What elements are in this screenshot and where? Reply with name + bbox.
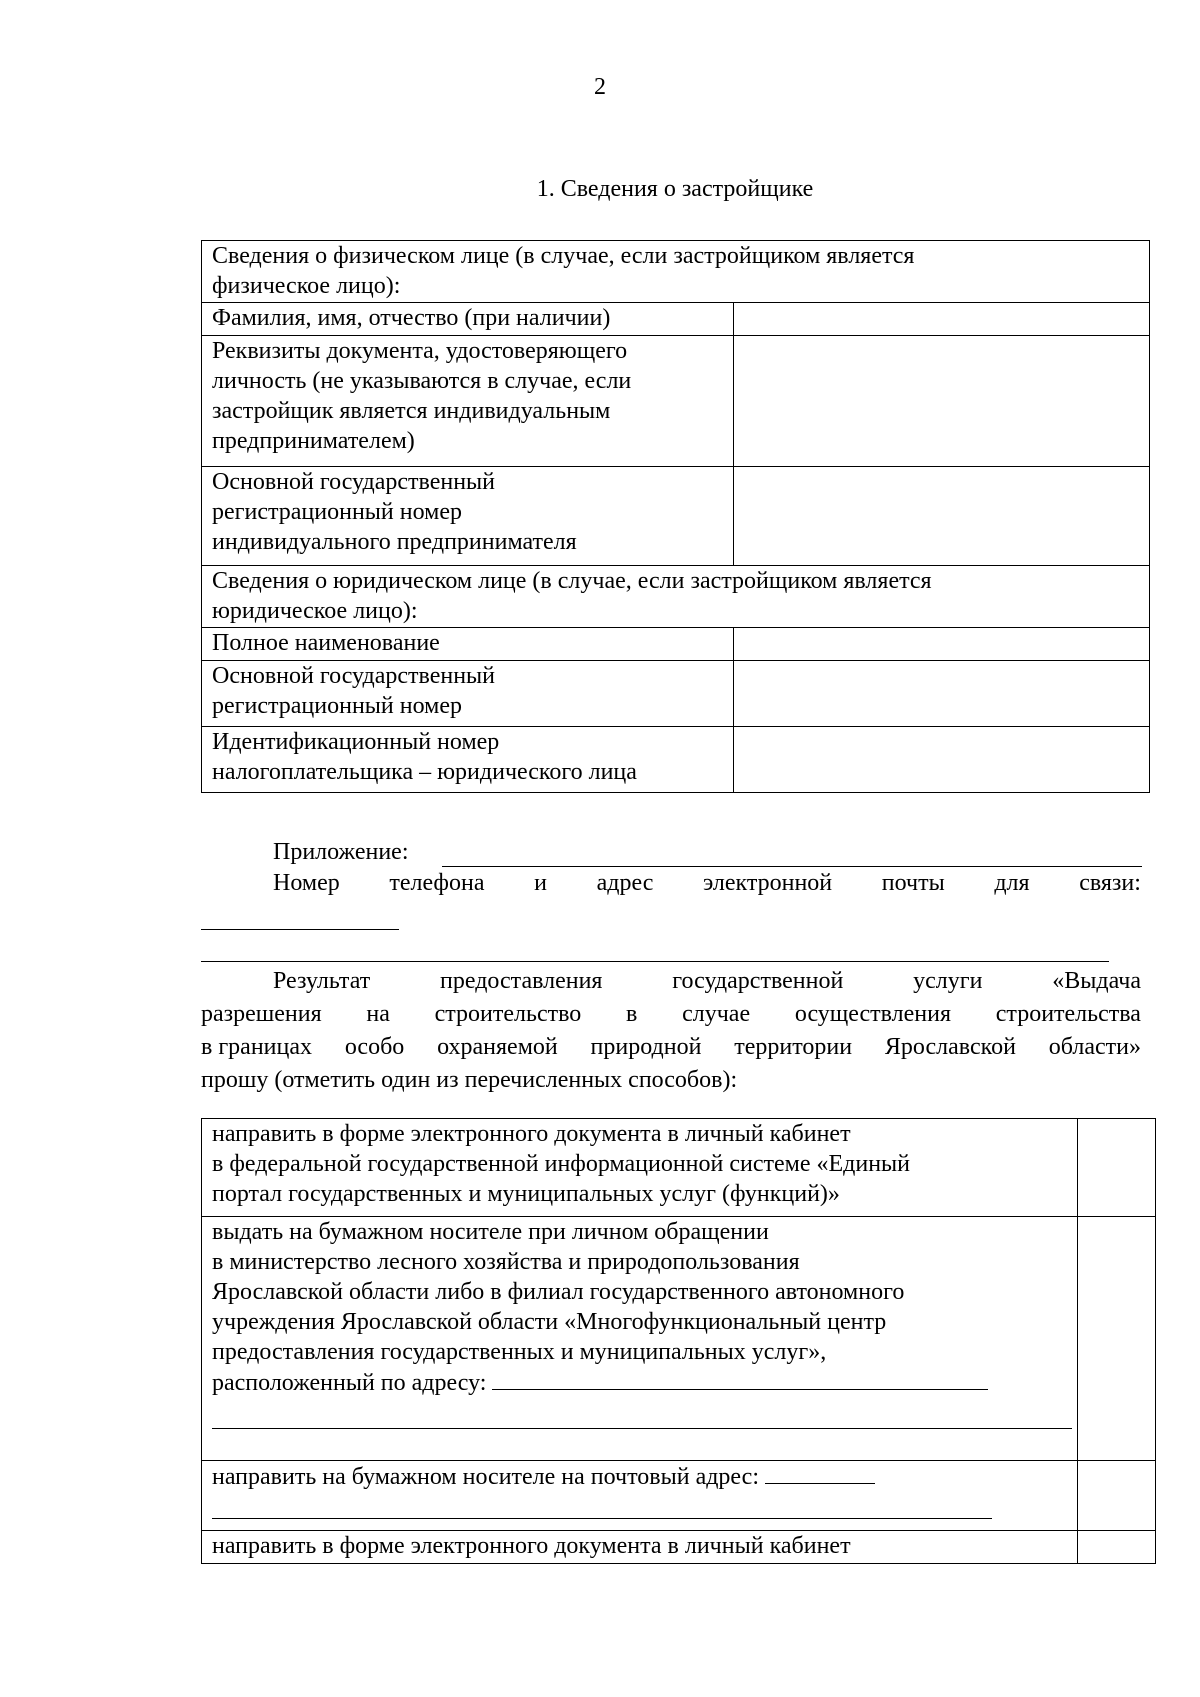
result-word: случае [682, 1001, 751, 1027]
legal-header-line1: Сведения о юридическом лице (в случае, если застройщиком является [212, 568, 932, 594]
ogrn-row [202, 661, 1150, 727]
phone-email-word: почты [881, 870, 945, 896]
mfc-address-field-continued[interactable] [212, 1402, 1072, 1429]
result-word: осуществления [794, 1001, 952, 1027]
id-document-value[interactable] [734, 336, 1150, 467]
phone-email-field-continued[interactable] [201, 935, 1109, 962]
result-word: особо [344, 1034, 405, 1060]
phone-email-word: связи: [1079, 870, 1141, 896]
inn-value[interactable] [734, 727, 1150, 793]
delivery-option-row [202, 1217, 1156, 1461]
postal-address-label: направить на бумажном носителе на почтовый адрес: [212, 1464, 759, 1490]
id-document-row [202, 336, 1150, 467]
result-word: в границах [201, 1034, 313, 1060]
delivery-options-table [201, 1118, 1156, 1564]
phone-email-word: Номер [273, 870, 340, 896]
result-paragraph [201, 966, 1141, 1098]
id-doc-label-line: предпринимателем) [212, 428, 415, 454]
full-title-row [202, 628, 1150, 661]
phone-email-word: для [994, 870, 1030, 896]
option-text-line: портал государственных и муниципальных услуг (функций)» [212, 1181, 840, 1207]
inn-label-line: Идентификационный номер [212, 729, 500, 755]
phone-email-field[interactable] [201, 903, 399, 930]
result-line [201, 966, 1141, 999]
option-text-line: направить в форме электронного документа в личный кабинет [202, 1531, 1078, 1564]
individual-header-row [202, 241, 1150, 303]
option-text-line: в федеральной государственной информационной системе «Единый [212, 1151, 911, 1177]
result-word: территории [734, 1034, 853, 1060]
option-text-line: направить в форме электронного документа в личный кабинет [212, 1121, 851, 1147]
result-word: области» [1048, 1034, 1141, 1060]
ogrn-label-line: регистрационный номер [212, 693, 462, 719]
full-name-value[interactable] [734, 303, 1150, 336]
option-text-line: выдать на бумажном носителе при личном обращении [212, 1219, 769, 1245]
result-word: услуги [913, 968, 983, 994]
option-text-line: учреждения Ярославской области «Многофункциональный центр [212, 1309, 887, 1335]
page-number: 2 [594, 74, 606, 100]
ogrn-label-line: Основной государственный [212, 663, 496, 689]
attachment-label: Приложение: [273, 839, 409, 865]
option-text-line: предоставления государственных и муниципальных услуг», [212, 1339, 827, 1365]
result-word: «Выдача [1052, 968, 1141, 994]
full-name-row [202, 303, 1150, 336]
full-title-value[interactable] [734, 628, 1150, 661]
result-word: строительства [995, 1001, 1141, 1027]
result-line [201, 999, 1141, 1032]
postal-address-field[interactable] [765, 1461, 875, 1484]
phone-email-line [273, 868, 1141, 898]
option-checkbox[interactable] [1078, 1461, 1156, 1531]
result-word: разрешения [201, 1001, 322, 1027]
id-doc-label-line: Реквизиты документа, удостоверяющего [212, 338, 628, 364]
postal-address-field-continued[interactable] [212, 1492, 992, 1519]
option-checkbox[interactable] [1078, 1217, 1156, 1461]
delivery-option-row [202, 1531, 1156, 1564]
full-name-label: Фамилия, имя, отчество (при наличии) [202, 303, 734, 336]
ogrnip-label-line: индивидуального предпринимателя [212, 529, 577, 555]
result-line: прошу (отметить один из перечисленных способов): [201, 1067, 738, 1093]
result-word: в [626, 1001, 638, 1027]
legal-header-line2: юридическое лицо): [212, 598, 418, 624]
option-text-line: Ярославской области либо в филиал государственного автономного [212, 1279, 905, 1305]
ogrnip-row [202, 467, 1150, 566]
attachment-field[interactable] [442, 840, 1142, 867]
result-word: Результат [273, 968, 371, 994]
option-checkbox[interactable] [1078, 1531, 1156, 1564]
option-text-line [212, 1461, 1067, 1492]
inn-row [202, 727, 1150, 793]
result-word: охраняемой [437, 1034, 558, 1060]
full-title-label: Полное наименование [202, 628, 734, 661]
delivery-option-row [202, 1119, 1156, 1217]
result-word: строительство [434, 1001, 582, 1027]
id-doc-label-line: застройщик является индивидуальным [212, 398, 611, 424]
delivery-option-row [202, 1461, 1156, 1531]
phone-email-word: адрес [596, 870, 654, 896]
option-checkbox[interactable] [1078, 1119, 1156, 1217]
phone-email-word: электронной [703, 870, 833, 896]
id-doc-label-line: личность (не указываются в случае, если [212, 368, 632, 394]
phone-email-word: и [534, 870, 547, 896]
ogrnip-label-line: Основной государственный [212, 469, 496, 495]
individual-header-text: Сведения о физическом лице (в случае, если застройщиком является [212, 243, 915, 269]
ogrn-value[interactable] [734, 661, 1150, 727]
individual-header-line1 [212, 241, 1139, 271]
result-word: государственной [672, 968, 844, 994]
section-title: 1. Сведения о застройщике [536, 176, 814, 202]
result-word: предоставления [440, 968, 603, 994]
applicant-info-table [201, 240, 1150, 793]
inn-label-line: налогоплательщика – юридического лица [212, 759, 637, 785]
mfc-address-field[interactable] [492, 1367, 988, 1390]
option-text-line: в министерство лесного хозяйства и природопользования [212, 1249, 800, 1275]
option-text-line [212, 1367, 1067, 1398]
result-word: Ярославской [884, 1034, 1016, 1060]
address-label: расположенный по адресу: [212, 1370, 487, 1396]
ogrnip-value[interactable] [734, 467, 1150, 566]
ogrnip-label-line: регистрационный номер [212, 499, 462, 525]
legal-header-row [202, 566, 1150, 628]
result-word: на [366, 1001, 390, 1027]
individual-header-line2: физическое лицо): [212, 273, 401, 299]
phone-email-word: телефона [389, 870, 485, 896]
result-word: природной [590, 1034, 702, 1060]
result-line [201, 1032, 1141, 1065]
